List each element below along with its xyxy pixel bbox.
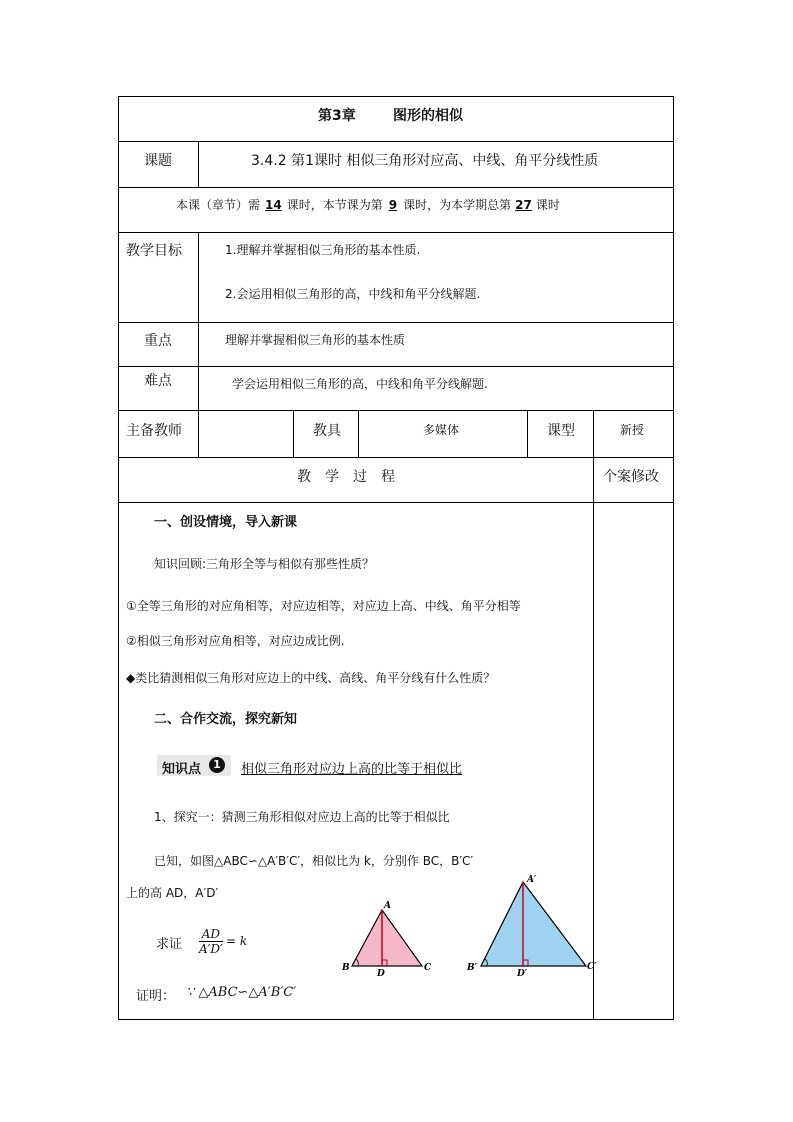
- goals-label: 教学目标: [126, 243, 182, 259]
- goal-item: 2.会运用相似三角形的高，中线和角平分线解题.: [225, 287, 481, 301]
- table-border: [118, 187, 674, 188]
- triangle-a-prime-b-prime-c-prime: [481, 882, 586, 966]
- table-border: [118, 1019, 674, 1020]
- fraction-rhs: = k: [226, 934, 248, 948]
- label-c-prime: C′: [587, 962, 597, 972]
- notes-column-label: 个案修改: [603, 469, 659, 485]
- table-border: [118, 96, 674, 97]
- hours-term: 27: [515, 198, 532, 212]
- analogy-question: ◆类比猜测相似三角形对应边上的中线、高线、角平分线有什么性质？: [126, 671, 496, 685]
- hours-suffix: 课时: [535, 198, 560, 212]
- chapter-title: 图形的相似: [393, 108, 463, 124]
- explore-one: 1、探究一：猜测三角形相似对应边上高的比等于相似比: [154, 810, 450, 824]
- table-border: [118, 141, 674, 142]
- table-border: [118, 322, 674, 323]
- triangle-abc: [352, 910, 422, 966]
- similar-triangles-figure: [330, 870, 600, 980]
- label-a: A: [384, 901, 391, 911]
- table-border: [118, 502, 674, 503]
- proof-label: 证明：: [136, 989, 176, 1004]
- knowledge-point-title: 相似三角形对应边上高的比等于相似比: [241, 762, 463, 777]
- hours-prefix: 本课（章节）需: [176, 198, 261, 212]
- proof-statement: ∵ △ABC∽△A′B′C′: [186, 985, 297, 1000]
- hours-total: 14: [265, 198, 282, 212]
- hours-current: 9: [388, 198, 398, 212]
- hours-line: [176, 196, 560, 213]
- table-border: [198, 141, 199, 187]
- table-border: [118, 457, 674, 458]
- label-d: D: [377, 969, 385, 979]
- type-value: 新授: [620, 423, 645, 437]
- label-b-prime: B′: [467, 963, 477, 973]
- table-border: [198, 232, 199, 457]
- hours-mid2: 课时，为本学期总第: [403, 198, 512, 212]
- lesson-label: 课题: [144, 153, 172, 169]
- given-line-1: 已知，如图△ABC∽△A′B′C′，相似比为 k，分别作 BC，B′C′: [154, 854, 474, 868]
- prove-label: 求证: [156, 937, 183, 952]
- key-label: 重点: [144, 333, 172, 349]
- table-border: [593, 410, 594, 457]
- difficulty-label: 难点: [144, 373, 172, 389]
- table-border: [673, 96, 674, 1020]
- section2-heading: 二、合作交流，探究新知: [154, 712, 298, 727]
- tool-label: 教具: [313, 423, 341, 439]
- type-label: 课型: [547, 423, 575, 439]
- section1-heading: 一、创设情境，导入新课: [154, 515, 298, 530]
- label-b: B: [342, 963, 350, 973]
- ratio-formula: [199, 927, 223, 956]
- difficulty-value: 学会运用相似三角形的高，中线和角平分线解题.: [232, 377, 488, 391]
- given-line-2: 上的高 AD，A′D′: [126, 886, 219, 900]
- fraction-denominator: A′D′: [199, 942, 223, 956]
- goal-item: 1.理解并掌握相似三角形的基本性质.: [225, 243, 421, 257]
- hours-mid1: 课时，本节课为第: [286, 198, 383, 212]
- chapter-number: 第3章: [318, 108, 356, 124]
- review-question: 知识回顾:三角形全等与相似有那些性质？: [154, 557, 375, 571]
- teacher-label: 主备教师: [126, 423, 182, 439]
- fraction-numerator: AD: [199, 927, 223, 942]
- table-border: [293, 410, 294, 457]
- table-border: [358, 410, 359, 457]
- key-value: 理解并掌握相似三角形的基本性质: [225, 333, 406, 347]
- table-border: [527, 410, 528, 457]
- similar-properties: ②相似三角形对应角相等，对应边成比例.: [126, 634, 345, 648]
- badge-number: 1: [209, 757, 225, 773]
- tool-value: 多媒体: [423, 423, 460, 437]
- process-title: 教 学 过 程: [297, 469, 395, 485]
- table-border: [118, 232, 674, 233]
- label-c: C: [424, 963, 432, 973]
- table-border: [118, 410, 674, 411]
- table-border: [118, 366, 674, 367]
- congruent-properties: ①全等三角形的对应角相等，对应边相等，对应边上高、中线、角平分相等: [126, 599, 521, 613]
- label-d-prime: D′: [517, 969, 528, 979]
- table-border: [118, 96, 119, 1020]
- label-a-prime: A′: [527, 875, 537, 885]
- badge-label: 知识点: [162, 762, 202, 777]
- lesson-title: 3.4.2 第1课时 相似三角形对应高、中线、角平分线性质: [251, 153, 599, 169]
- knowledge-point-badge: [157, 755, 231, 776]
